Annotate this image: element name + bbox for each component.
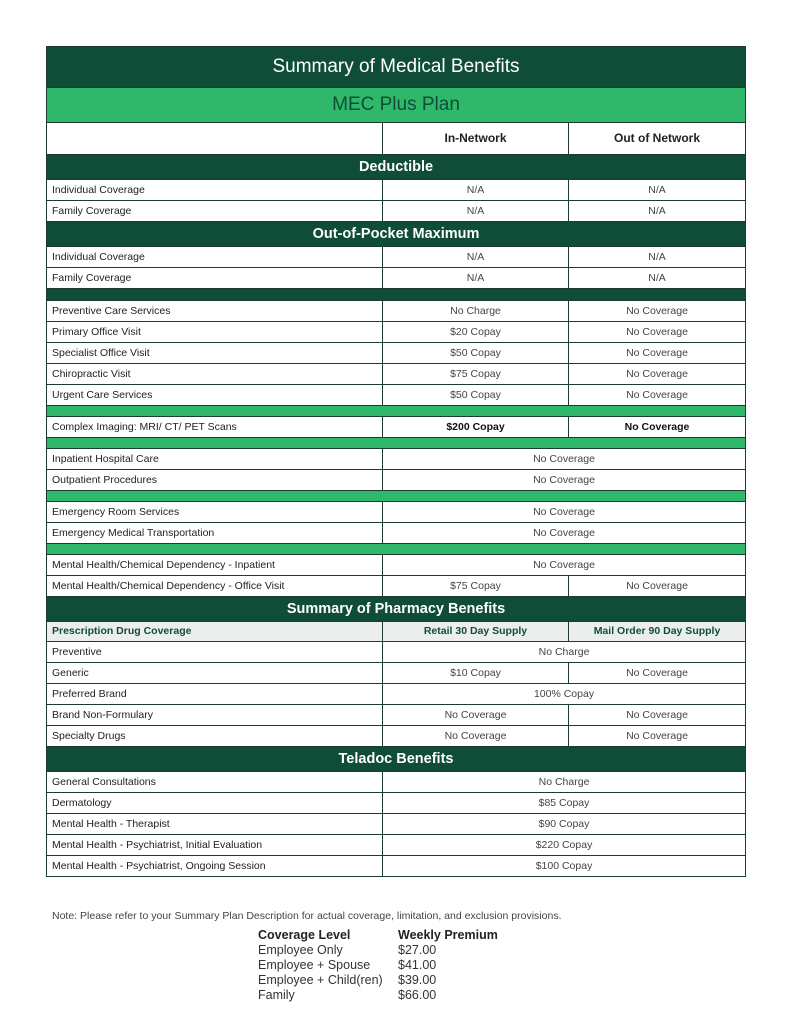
retail-value: No Coverage bbox=[383, 726, 569, 747]
divider bbox=[47, 544, 746, 555]
row-label: Chiropractic Visit bbox=[47, 364, 383, 385]
row-label: Mental Health/Chemical Dependency - Inpatient bbox=[47, 555, 383, 576]
table-row bbox=[47, 835, 746, 856]
row-label: Emergency Room Services bbox=[47, 502, 383, 523]
weekly-premium: $41.00 bbox=[398, 958, 437, 972]
in-network-value: $20 Copay bbox=[383, 322, 569, 343]
merged-value: $90 Copay bbox=[383, 814, 746, 835]
row-label: Mental Health - Psychiatrist, Initial Evaluation bbox=[47, 835, 383, 856]
pharmacy-col-retail: Retail 30 Day Supply bbox=[383, 622, 569, 642]
table-row bbox=[47, 555, 746, 576]
divider-row bbox=[47, 491, 746, 502]
row-label: Individual Coverage bbox=[47, 180, 383, 201]
retail-value: $10 Copay bbox=[383, 663, 569, 684]
out-network-value: N/A bbox=[569, 180, 746, 201]
table-row bbox=[47, 793, 746, 814]
premium-col-level: Coverage Level bbox=[258, 928, 351, 942]
benefits-sheet bbox=[46, 46, 745, 877]
plan-name: MEC Plus Plan bbox=[47, 88, 746, 123]
row-label: Individual Coverage bbox=[47, 247, 383, 268]
out-network-value: N/A bbox=[569, 247, 746, 268]
out-network-value: N/A bbox=[569, 268, 746, 289]
section-header-row bbox=[47, 597, 746, 622]
in-network-value: No Charge bbox=[383, 301, 569, 322]
out-network-value: No Coverage bbox=[569, 343, 746, 364]
row-label: Outpatient Procedures bbox=[47, 470, 383, 491]
section-header-row bbox=[47, 222, 746, 247]
table-row bbox=[47, 576, 746, 597]
out-network-value: No Coverage bbox=[569, 322, 746, 343]
divider bbox=[47, 438, 746, 449]
merged-value: No Coverage bbox=[383, 449, 746, 470]
in-network-value: N/A bbox=[383, 180, 569, 201]
page-title: Summary of Medical Benefits bbox=[47, 47, 746, 88]
table-row bbox=[47, 247, 746, 268]
in-network-value: $75 Copay bbox=[383, 576, 569, 597]
row-label: Mental Health/Chemical Dependency - Office Visit bbox=[47, 576, 383, 597]
merged-value: No Coverage bbox=[383, 523, 746, 544]
premium-col-weekly: Weekly Premium bbox=[398, 928, 498, 942]
merged-value: $220 Copay bbox=[383, 835, 746, 856]
table-row bbox=[47, 684, 746, 705]
row-label: Mental Health - Psychiatrist, Ongoing Session bbox=[47, 856, 383, 877]
section-header-teladoc: Teladoc Benefits bbox=[47, 747, 746, 772]
row-label: Specialty Drugs bbox=[47, 726, 383, 747]
row-label: Inpatient Hospital Care bbox=[47, 449, 383, 470]
merged-value: No Coverage bbox=[383, 502, 746, 523]
premium-header-row bbox=[258, 928, 498, 943]
premium-row bbox=[258, 958, 498, 973]
table-row bbox=[47, 470, 746, 491]
divider-row bbox=[47, 438, 746, 449]
coverage-level: Employee + Spouse bbox=[258, 958, 371, 972]
row-label: Brand Non-Formulary bbox=[47, 705, 383, 726]
table-row bbox=[47, 814, 746, 835]
out-network-value: No Coverage bbox=[569, 576, 746, 597]
in-network-value: $50 Copay bbox=[383, 385, 569, 406]
merged-value: No Coverage bbox=[383, 470, 746, 491]
row-label: Preferred Brand bbox=[47, 684, 383, 705]
table-row bbox=[47, 301, 746, 322]
coverage-level: Employee + Child(ren) bbox=[258, 973, 383, 987]
table-row bbox=[47, 726, 746, 747]
table-row bbox=[47, 417, 746, 438]
table-row bbox=[47, 772, 746, 793]
table-row bbox=[47, 322, 746, 343]
retail-value: No Coverage bbox=[383, 705, 569, 726]
table-row bbox=[47, 642, 746, 663]
weekly-premium: $66.00 bbox=[398, 988, 437, 1002]
weekly-premium: $27.00 bbox=[398, 943, 437, 957]
merged-value: No Charge bbox=[383, 642, 746, 663]
merged-value: $100 Copay bbox=[383, 856, 746, 877]
table-row bbox=[47, 343, 746, 364]
row-label: Emergency Medical Transportation bbox=[47, 523, 383, 544]
title-row bbox=[47, 47, 746, 88]
table-row bbox=[47, 449, 746, 470]
merged-value: $85 Copay bbox=[383, 793, 746, 814]
table-row bbox=[47, 856, 746, 877]
divider-row bbox=[47, 289, 746, 301]
row-label: Urgent Care Services bbox=[47, 385, 383, 406]
section-header-pharmacy: Summary of Pharmacy Benefits bbox=[47, 597, 746, 622]
table-row bbox=[47, 705, 746, 726]
weekly-premium: $39.00 bbox=[398, 973, 437, 987]
pharmacy-column-header-row bbox=[47, 622, 746, 642]
mail-order-value: No Coverage bbox=[569, 726, 746, 747]
table-row bbox=[47, 180, 746, 201]
row-label: General Consultations bbox=[47, 772, 383, 793]
out-network-value: No Coverage bbox=[569, 301, 746, 322]
coverage-level: Family bbox=[258, 988, 295, 1002]
coverage-level: Employee Only bbox=[258, 943, 343, 957]
in-network-value: $50 Copay bbox=[383, 343, 569, 364]
in-network-value: N/A bbox=[383, 247, 569, 268]
medical-benefits-table bbox=[46, 46, 746, 877]
premium-row bbox=[258, 943, 498, 958]
pharmacy-col-label: Prescription Drug Coverage bbox=[47, 622, 383, 642]
disclaimer-note: Note: Please refer to your Summary Plan Description for actual coverage, limitation, and exclusion provisions. bbox=[52, 910, 562, 922]
table-row bbox=[47, 523, 746, 544]
mail-order-value: No Coverage bbox=[569, 705, 746, 726]
divider bbox=[47, 491, 746, 502]
row-label: Preventive Care Services bbox=[47, 301, 383, 322]
row-label: Specialist Office Visit bbox=[47, 343, 383, 364]
in-network-value: N/A bbox=[383, 268, 569, 289]
row-label: Preventive bbox=[47, 642, 383, 663]
divider-row bbox=[47, 544, 746, 555]
column-header-row bbox=[47, 123, 746, 155]
premium-table bbox=[258, 928, 498, 1003]
in-network-value: $75 Copay bbox=[383, 364, 569, 385]
section-header-row bbox=[47, 155, 746, 180]
in-network-value: $200 Copay bbox=[383, 417, 569, 438]
out-network-value: N/A bbox=[569, 201, 746, 222]
row-label: Primary Office Visit bbox=[47, 322, 383, 343]
table-row bbox=[47, 268, 746, 289]
row-label: Mental Health - Therapist bbox=[47, 814, 383, 835]
row-label: Complex Imaging: MRI/ CT/ PET Scans bbox=[47, 417, 383, 438]
section-header-row bbox=[47, 747, 746, 772]
column-header-in-network: In-Network bbox=[383, 123, 569, 155]
table-row bbox=[47, 201, 746, 222]
row-label: Generic bbox=[47, 663, 383, 684]
merged-value: No Charge bbox=[383, 772, 746, 793]
out-network-value: No Coverage bbox=[569, 385, 746, 406]
pharmacy-col-mail: Mail Order 90 Day Supply bbox=[569, 622, 746, 642]
in-network-value: N/A bbox=[383, 201, 569, 222]
column-header-out-network: Out of Network bbox=[569, 123, 746, 155]
premium-row bbox=[258, 988, 498, 1003]
row-label: Family Coverage bbox=[47, 268, 383, 289]
merged-value: No Coverage bbox=[383, 555, 746, 576]
section-header-deductible: Deductible bbox=[47, 155, 746, 180]
section-header-oop: Out-of-Pocket Maximum bbox=[47, 222, 746, 247]
merged-value: 100% Copay bbox=[383, 684, 746, 705]
mail-order-value: No Coverage bbox=[569, 663, 746, 684]
out-network-value: No Coverage bbox=[569, 364, 746, 385]
out-network-value: No Coverage bbox=[569, 417, 746, 438]
plan-row bbox=[47, 88, 746, 123]
row-label: Family Coverage bbox=[47, 201, 383, 222]
divider bbox=[47, 289, 746, 301]
row-label: Dermatology bbox=[47, 793, 383, 814]
table-row bbox=[47, 502, 746, 523]
table-row bbox=[47, 364, 746, 385]
premium-row bbox=[258, 973, 498, 988]
table-row bbox=[47, 663, 746, 684]
table-row bbox=[47, 385, 746, 406]
column-header-blank bbox=[47, 123, 383, 155]
divider bbox=[47, 406, 746, 417]
divider-row bbox=[47, 406, 746, 417]
